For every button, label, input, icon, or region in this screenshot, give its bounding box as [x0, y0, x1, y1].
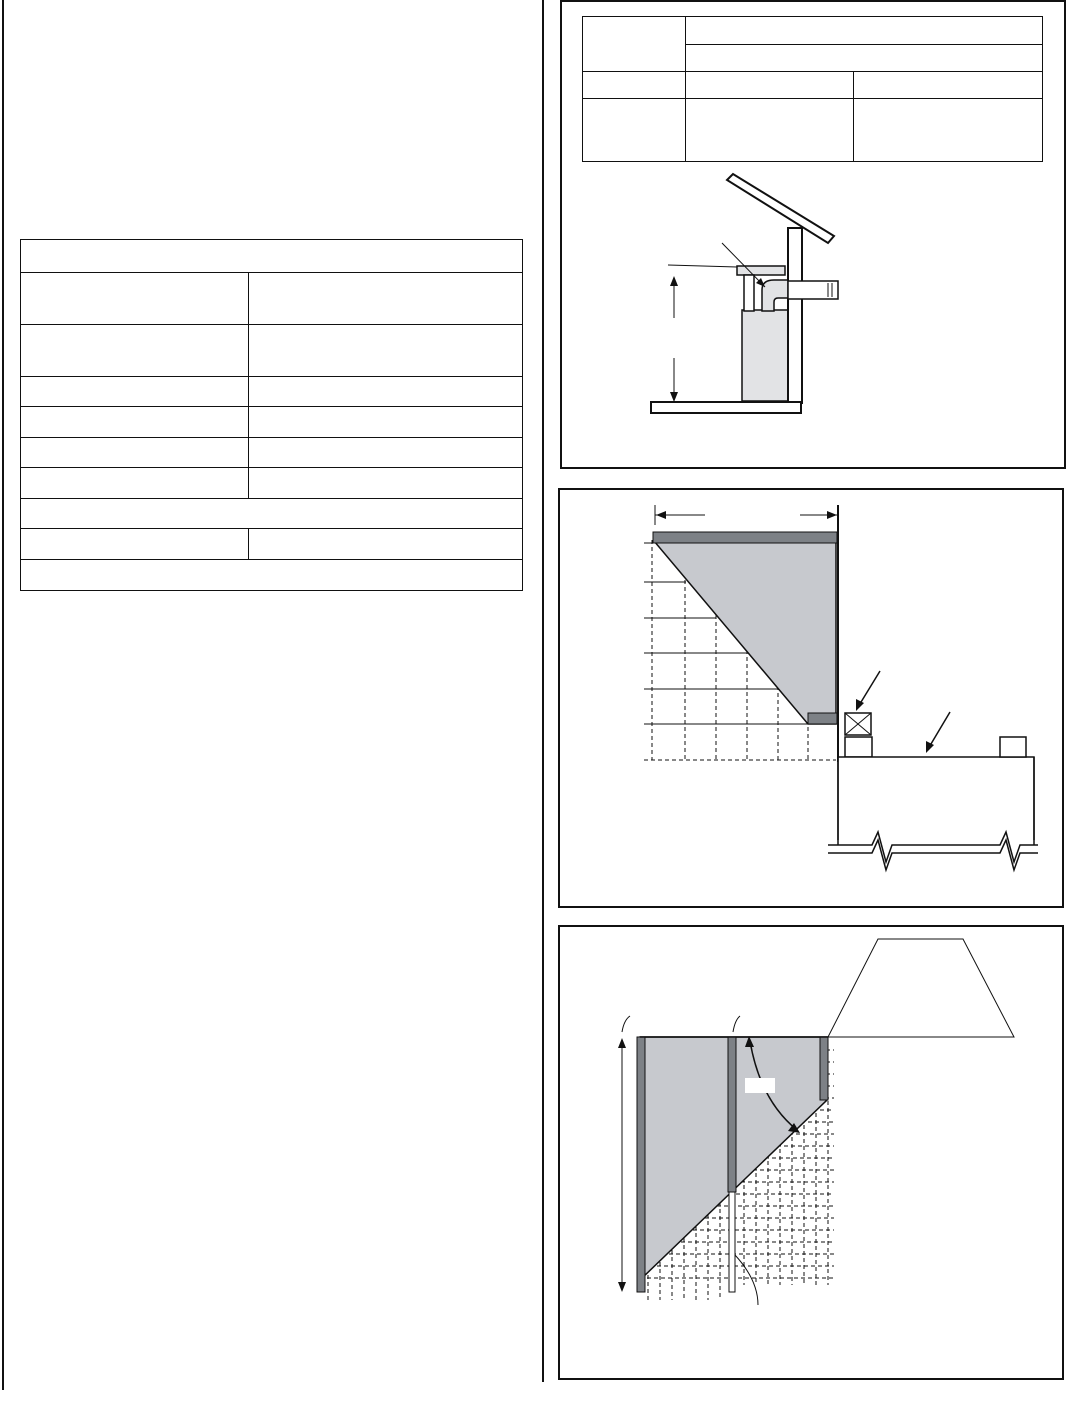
spec-footer — [21, 560, 523, 591]
figure-panel-angled — [558, 925, 1064, 1380]
spec-extra-label — [21, 529, 249, 560]
vent-table-cell — [854, 99, 1043, 162]
spec-row-value — [249, 438, 523, 468]
spec-row-label — [21, 468, 249, 499]
spec-row-value — [249, 325, 523, 377]
vent-table-subheader — [686, 45, 1043, 72]
vent-table — [582, 16, 1043, 162]
spec-row-label — [21, 438, 249, 468]
spec-extra-value — [249, 529, 523, 560]
figure-panel-clearance — [558, 488, 1064, 908]
vent-table-cell — [686, 72, 854, 99]
column-divider — [542, 0, 544, 1382]
spec-row-label — [21, 377, 249, 407]
vent-table-cell — [583, 99, 686, 162]
spec-table — [20, 239, 523, 591]
spec-row-value — [249, 273, 523, 325]
spec-table-title — [21, 240, 523, 273]
vent-table-cell — [854, 72, 1043, 99]
vent-table-corner — [583, 17, 686, 72]
spec-row-value — [249, 468, 523, 499]
spec-row-label — [21, 407, 249, 438]
spec-row-value — [249, 407, 523, 438]
spec-row-value — [249, 377, 523, 407]
vent-table-cell — [583, 72, 686, 99]
spec-subheading — [21, 499, 523, 529]
vent-table-header — [686, 17, 1043, 45]
spec-row-label — [21, 325, 249, 377]
left-page-edge — [2, 0, 4, 1390]
vent-table-cell — [686, 99, 854, 162]
spec-row-label — [21, 273, 249, 325]
